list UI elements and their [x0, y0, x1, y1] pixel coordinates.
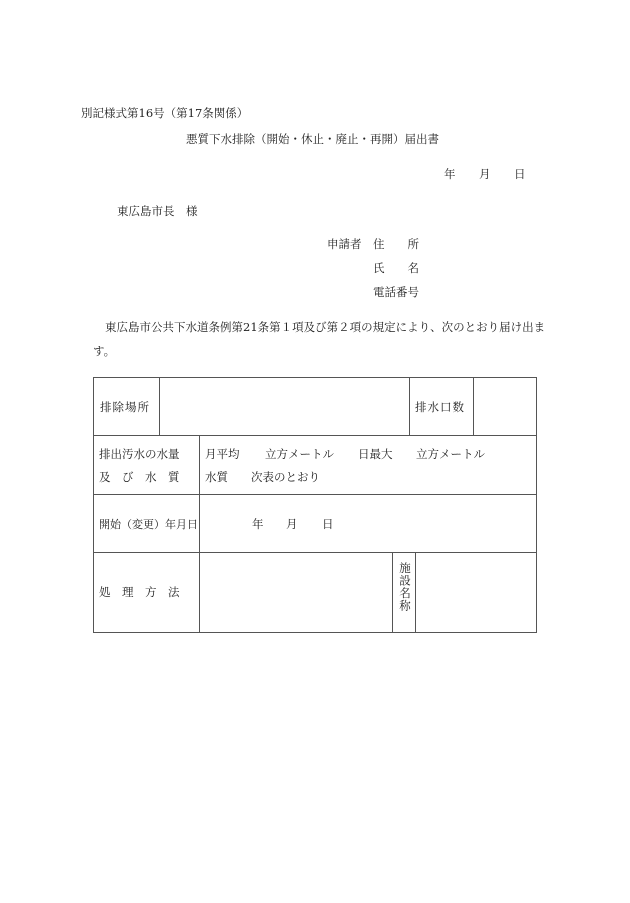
facility-name-field[interactable] [420, 578, 530, 598]
start-date-year: 年 [252, 517, 264, 531]
outlets-field[interactable] [478, 399, 530, 415]
water-quality-label: 水質 [205, 470, 228, 484]
form-number: 別記様式第16号（第17条関係） [81, 106, 249, 120]
daily-max-label: 日最大 [358, 447, 393, 461]
facility-name-label: 施設名称 [398, 562, 412, 612]
start-date-day: 日 [322, 517, 334, 531]
body-text-line1: 東広島市公共下水道条例第21条第１項及び第２項の規定により、次のとおり届け出ま [105, 320, 546, 334]
col-divider [159, 378, 160, 435]
location-field[interactable] [164, 399, 404, 415]
daily-unit: 立方メートル [416, 447, 485, 461]
date-month: 月 [479, 167, 491, 181]
monthly-unit: 立方メートル [265, 447, 334, 461]
treatment-method-label: 処 理 方 法 [99, 585, 180, 599]
date-day: 日 [514, 167, 526, 181]
applicant-label: 申請者 [327, 237, 362, 251]
phone-label: 電話番号 [373, 285, 419, 299]
outlets-label: 排水口数 [415, 400, 465, 414]
addressee: 東広島市長 様 [117, 204, 198, 218]
row-divider [94, 552, 536, 553]
row-divider [94, 494, 536, 495]
water-volume-label-line2: 及 び 水 質 [99, 470, 180, 484]
water-volume-label-line1: 排出汚水の水量 [99, 447, 180, 461]
col-divider [392, 552, 393, 632]
col-divider [415, 552, 416, 632]
start-date-month: 月 [286, 517, 298, 531]
start-date-label: 開始（変更）年月日 [99, 518, 198, 531]
row-divider [94, 435, 536, 436]
application-table [93, 377, 537, 633]
col-divider [473, 378, 474, 435]
monthly-average-label: 月平均 [205, 447, 240, 461]
address-label: 住 所 [373, 237, 419, 251]
col-divider [409, 378, 410, 435]
location-label: 排除場所 [100, 400, 150, 414]
document-title: 悪質下水排除（開始・休止・廃止・再開）届出書 [186, 132, 439, 146]
treatment-method-field[interactable] [204, 578, 386, 598]
name-label: 氏 名 [373, 261, 419, 275]
water-quality-value: 次表のとおり [251, 470, 320, 484]
date-year: 年 [444, 167, 456, 181]
col-divider [199, 435, 200, 632]
body-text-line2: す。 [93, 344, 116, 358]
